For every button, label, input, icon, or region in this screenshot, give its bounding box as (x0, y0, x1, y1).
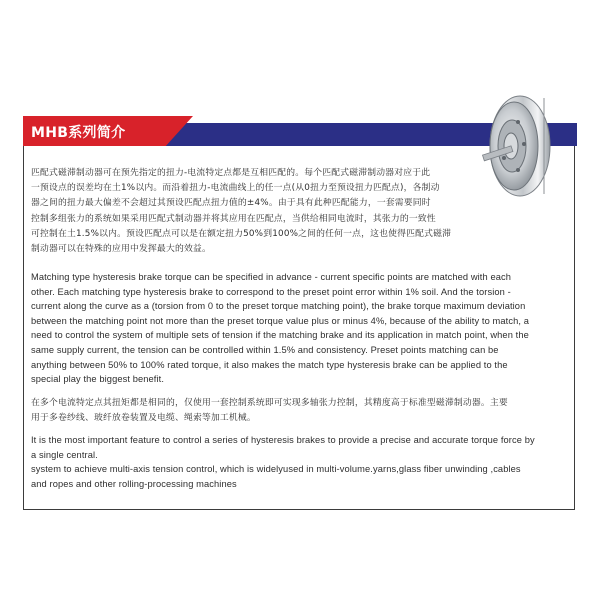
en-intro-paragraph (31, 270, 571, 387)
text-line: 制动器可以在特殊的应用中发挥最大的效益。 (31, 244, 211, 255)
text-line: anything between 50% to 100% rated torque, it also makes the match type hysteresis brake can be applied to the (31, 359, 508, 370)
text-line: 匹配式磁滞制动器可在预先指定的扭力-电流特定点都是互相匹配的。每个匹配式磁滞制动器对应于此 (31, 168, 431, 178)
text-line: other. Each matching type hysteresis brake to correspond to the preset point error within 1% soil. And the torsion - (31, 286, 511, 297)
cn-features-paragraph (31, 396, 571, 426)
text-line: current along the curve as a (torsion from 0 to the preset torque matching point), the brake torque maximum deviation (31, 301, 526, 312)
text-line: 控制多组张力的系统如果采用匹配式制动器并将其应用在匹配点，当供给相同电流时，其张力的一致性 (31, 213, 436, 224)
text-line: and ropes and other rolling-processing machines (31, 478, 237, 489)
text-line: 一预设点的误差均在土1%以内。而沿着扭力-电流曲线上的任一点(从0扭力至预设扭力匹配点)，各制动 (31, 183, 440, 194)
en-features-paragraph (31, 433, 571, 491)
text-line: system to achieve multi-axis tension control, which is widelyused in multi-volume.yarns,glass fiber unwinding ,cables (31, 464, 521, 475)
text-line: 在多个电流特定点其扭矩都是相同的，仅使用一套控制系统即可实现多轴张力控制，其精度高于标准型磁滞制动器。主要 (31, 398, 508, 408)
text-line: special play the biggest benefit. (31, 374, 165, 385)
text-line: 用于多卷纱线、玻纤放卷装置及电缆、绳索等加工机械。 (31, 413, 256, 424)
text-line: 器之间的扭力最大偏差不会超过其预设匹配点扭力值的±4%。由于具有此种匹配能力，一套需要同时 (31, 198, 431, 209)
section-title: MHB系列简介 (31, 125, 126, 141)
text-line: need to control the system of multiple sets of tension if the matching brake and its application in match point, when the (31, 330, 529, 341)
text-line: Matching type hysteresis brake torque can be specified in advance - current specific points are matched with each (31, 272, 512, 282)
text-line: a single central. (31, 449, 98, 460)
cn-intro-paragraph (31, 166, 571, 257)
text-line: between the matching point not more than the preset torque value plus or minus 4%, because of the ability to match, a (31, 315, 530, 326)
text-line: 可控制在土1.5%以内。预设匹配点可以是在额定扭力50%到100%之间的任何一点，这也使得匹配式磁滞 (31, 228, 452, 239)
text-line: same supply current, the tension can be controlled within 1.5% and consistency. Preset points matching can be (31, 344, 499, 355)
text-line: It is the most important feature to control a series of hysteresis brakes to provide a precise and accurate torque force by (31, 435, 535, 445)
